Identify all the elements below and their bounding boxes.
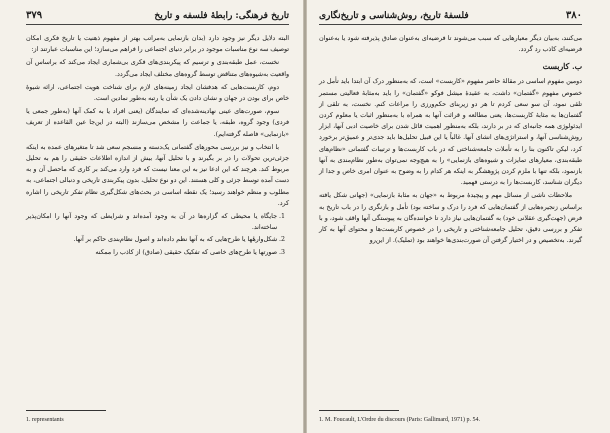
section-heading: ب. کاربست <box>542 62 582 72</box>
numbered-list <box>26 211 289 258</box>
right-page-body <box>319 33 582 55</box>
book-gutter <box>303 0 307 433</box>
right-page-number: ۳۸۰ <box>565 10 582 21</box>
paragraph: دومین مفهوم اساسی در مقالهٔ حاضر مفهوم «کاربست» است، که به‌منظور درک آن ابتدا باید تأمل در خصوص مفهوم «گفتمان» داشت، به عقیدهٔ میشل فوکو «گفتمان» را باید به‌مثابهٔ فعالیتی مستمر تلقی نمود، آن سو سعی کردم تا هر دو زیربنای حکم‌ورزی را مراعات کنم. نخست، به تلقی از گفتمان‌ها به مثابهٔ کاربست‌ها، یعنی مطالعه و قرائت آنها به همراه با به‌منظور اثبات یا معلوم کردن ایدئولوژی همه جانبه‌ای که در بر دارند، بلکه به‌منظور اهمیت قائل شدن برای خاصیت ادبی آنها، ابزار روش‌شناسی آنها، و استراتژی‌های انشای آنها. غالباً یا این قبیل تحلیل‌ها باید جدی‌تر و عمیق‌تر برخورد کرد، لیکن تاکنون بنا را به تأملات جامعه‌شناختی که در باب کاربست‌ها و ترتیبات گفتمانی «نظام‌های طبقه‌بندی، معیارهای تمایزات و شیوه‌های بازنمایی» را به هیچ‌وجه نمی‌توان به‌طور نظام‌مندی به آنها بازنمود، بلکه تنها با ملزم کردن پژوهشگر به اینکه هر کدام را به وضوح به عنوان امری خاص و جدا از دیگران شناسد، کاربست‌ها را به درستی فهمید. <box>319 78 582 187</box>
paragraph: سوم، صورت‌های عینی نهادینه‌شده‌ای که نمایندگان (یعنی افراد یا به کمک آنها (به‌طور جمعی یا فردی) وجود گروه، طبقه، یا جماعت را مشخص می‌سازند (البته در این‌جا عین القاعده از تعریف «بازنمایی» فاصله گرفته‌ایم). <box>26 108 289 138</box>
right-page-footnote: 1. M. Foucault, L'Ordre du discours (Paris: Gallimard, 1971) p. 54. <box>319 417 481 423</box>
paragraph: می‌کنند، به‌بیان دیگر معیارهایی که سبب می‌شوند تا فرضیه‌ای به‌عنوان صادق پذیرفته شود یا به‌عنوان فرضیه‌ای کاذب رد گردد. <box>319 35 582 54</box>
list-item: 1. جایگاه یا محیطی که گزاره‌ها در آن به وجود آمده‌اند و شرایطی که وجود آنها را امکان‌پذیر ساخته‌اند. <box>26 211 277 233</box>
list-item: 3. صورتها یا طرح‌های خاصی که تفکیک حقیقی (صادق) از کاذب را ممکنه <box>26 247 277 258</box>
paragraph: البته دلایل دیگر نیز وجود دارد (بدان بازنمایی به‌مراتب بهتر از مفهوم ذهنیت یا تاریخ فکری امکان توصیف سه نوع مناسبات موجود در برابر دنیای اجتماعی را فراهم می‌سازد؛ این مناسبات عبارتند از: <box>26 35 289 54</box>
list-item: 2. شکل‌وارهٔها یا طرح‌هایی که به آنها نظم داده‌اند و اصول نظام‌بندی حاکم بر آنها. <box>26 234 277 245</box>
left-page-footnote: 1. representants <box>26 417 64 423</box>
left-page-body <box>26 33 289 258</box>
paragraph: با انتخاب و نیز بررسی محورهای گفتمانی یک‌دسته و منسجم سعی شد تا متغیرهای عمده به اینکه جزئی‌ترین تحولات را در بر بگیرند و با تحلیل آنها، بیش از اندازه اطلاعات حقیقی را هم به تحلیل مربوط کند. هرچند که این ادعا نیز به این معنا نیست که فرد وارد می‌کند بر کاری که ماحصل آن و به دست آمده توسط جزئی و کلی هستند. این دو نوع تحلیل، بدون پیکربندی تاریخی و دنبالی اجتماعی، به مطلوب و منظم خواهند رسید؛ یک نقطه اساسی در بحث‌های شکل‌گیری نظام تفکر تاریخی را اشاره کرد. <box>26 143 289 207</box>
paragraph: دوم، کاربست‌هایی که هدفشان ایجاد زمینه‌های لازم برای شناخت هویت اجتماعی، ارائه شیوهٔ خاص برای بودن در جهان و نشان دادن یک شأن یا رتبه به‌طور نمادین است. <box>26 83 289 103</box>
footnote-rule <box>319 410 399 411</box>
right-page-running-title: فلسفهٔ تاریخ، روش‌شناسی و تاریخ‌نگاری <box>319 11 469 21</box>
right-page-section-body <box>319 76 582 246</box>
right-page-header <box>319 10 582 25</box>
right-page <box>305 0 610 433</box>
left-page-running-title: تاریخ فرهنگی: رابطهٔ فلسفه و تاریخ <box>154 11 289 21</box>
footnote-rule <box>26 410 106 411</box>
left-page-header <box>26 10 289 25</box>
paragraph: ملاحظات ناشی از مسائل مهم و پیچیدهٔ مربوط به «جهان به مثابهٔ بازنمایی» (جهانی شکل یافته براساس زنجیره‌هایی از گفتمان‌هایی که فرد را درک و ساخته بود) تأمل و بازنگری را در باب تاریخ به فرض (جهت‌گیری عقلانی خود) به گفتمان‌هایی نیاز دارد تا خواننده‌گان به پیوستگی آنها واقف شود، و با تفکر و بررسی دقیق، تحلیل جامعه‌شناختی و تاریخی را در خصوص کاربست‌ها و محتوای آنها به کار گیرند. به‌تخصیص و در اختیار گرفتن آن صورت‌بندی‌ها خواهند بود (تملیک). از این‌رو <box>319 192 582 245</box>
paragraph: نخست، عمل طبقه‌بندی و ترسیم که پیکربندی‌های فکری بی‌شماری ایجاد می‌کند که براساس آن واقعیت به‌شیوه‌های متناقض توسط گروه‌های مختلف ایجاد می‌گردد. <box>26 59 289 78</box>
left-page-number: ۳۷۹ <box>26 10 43 21</box>
